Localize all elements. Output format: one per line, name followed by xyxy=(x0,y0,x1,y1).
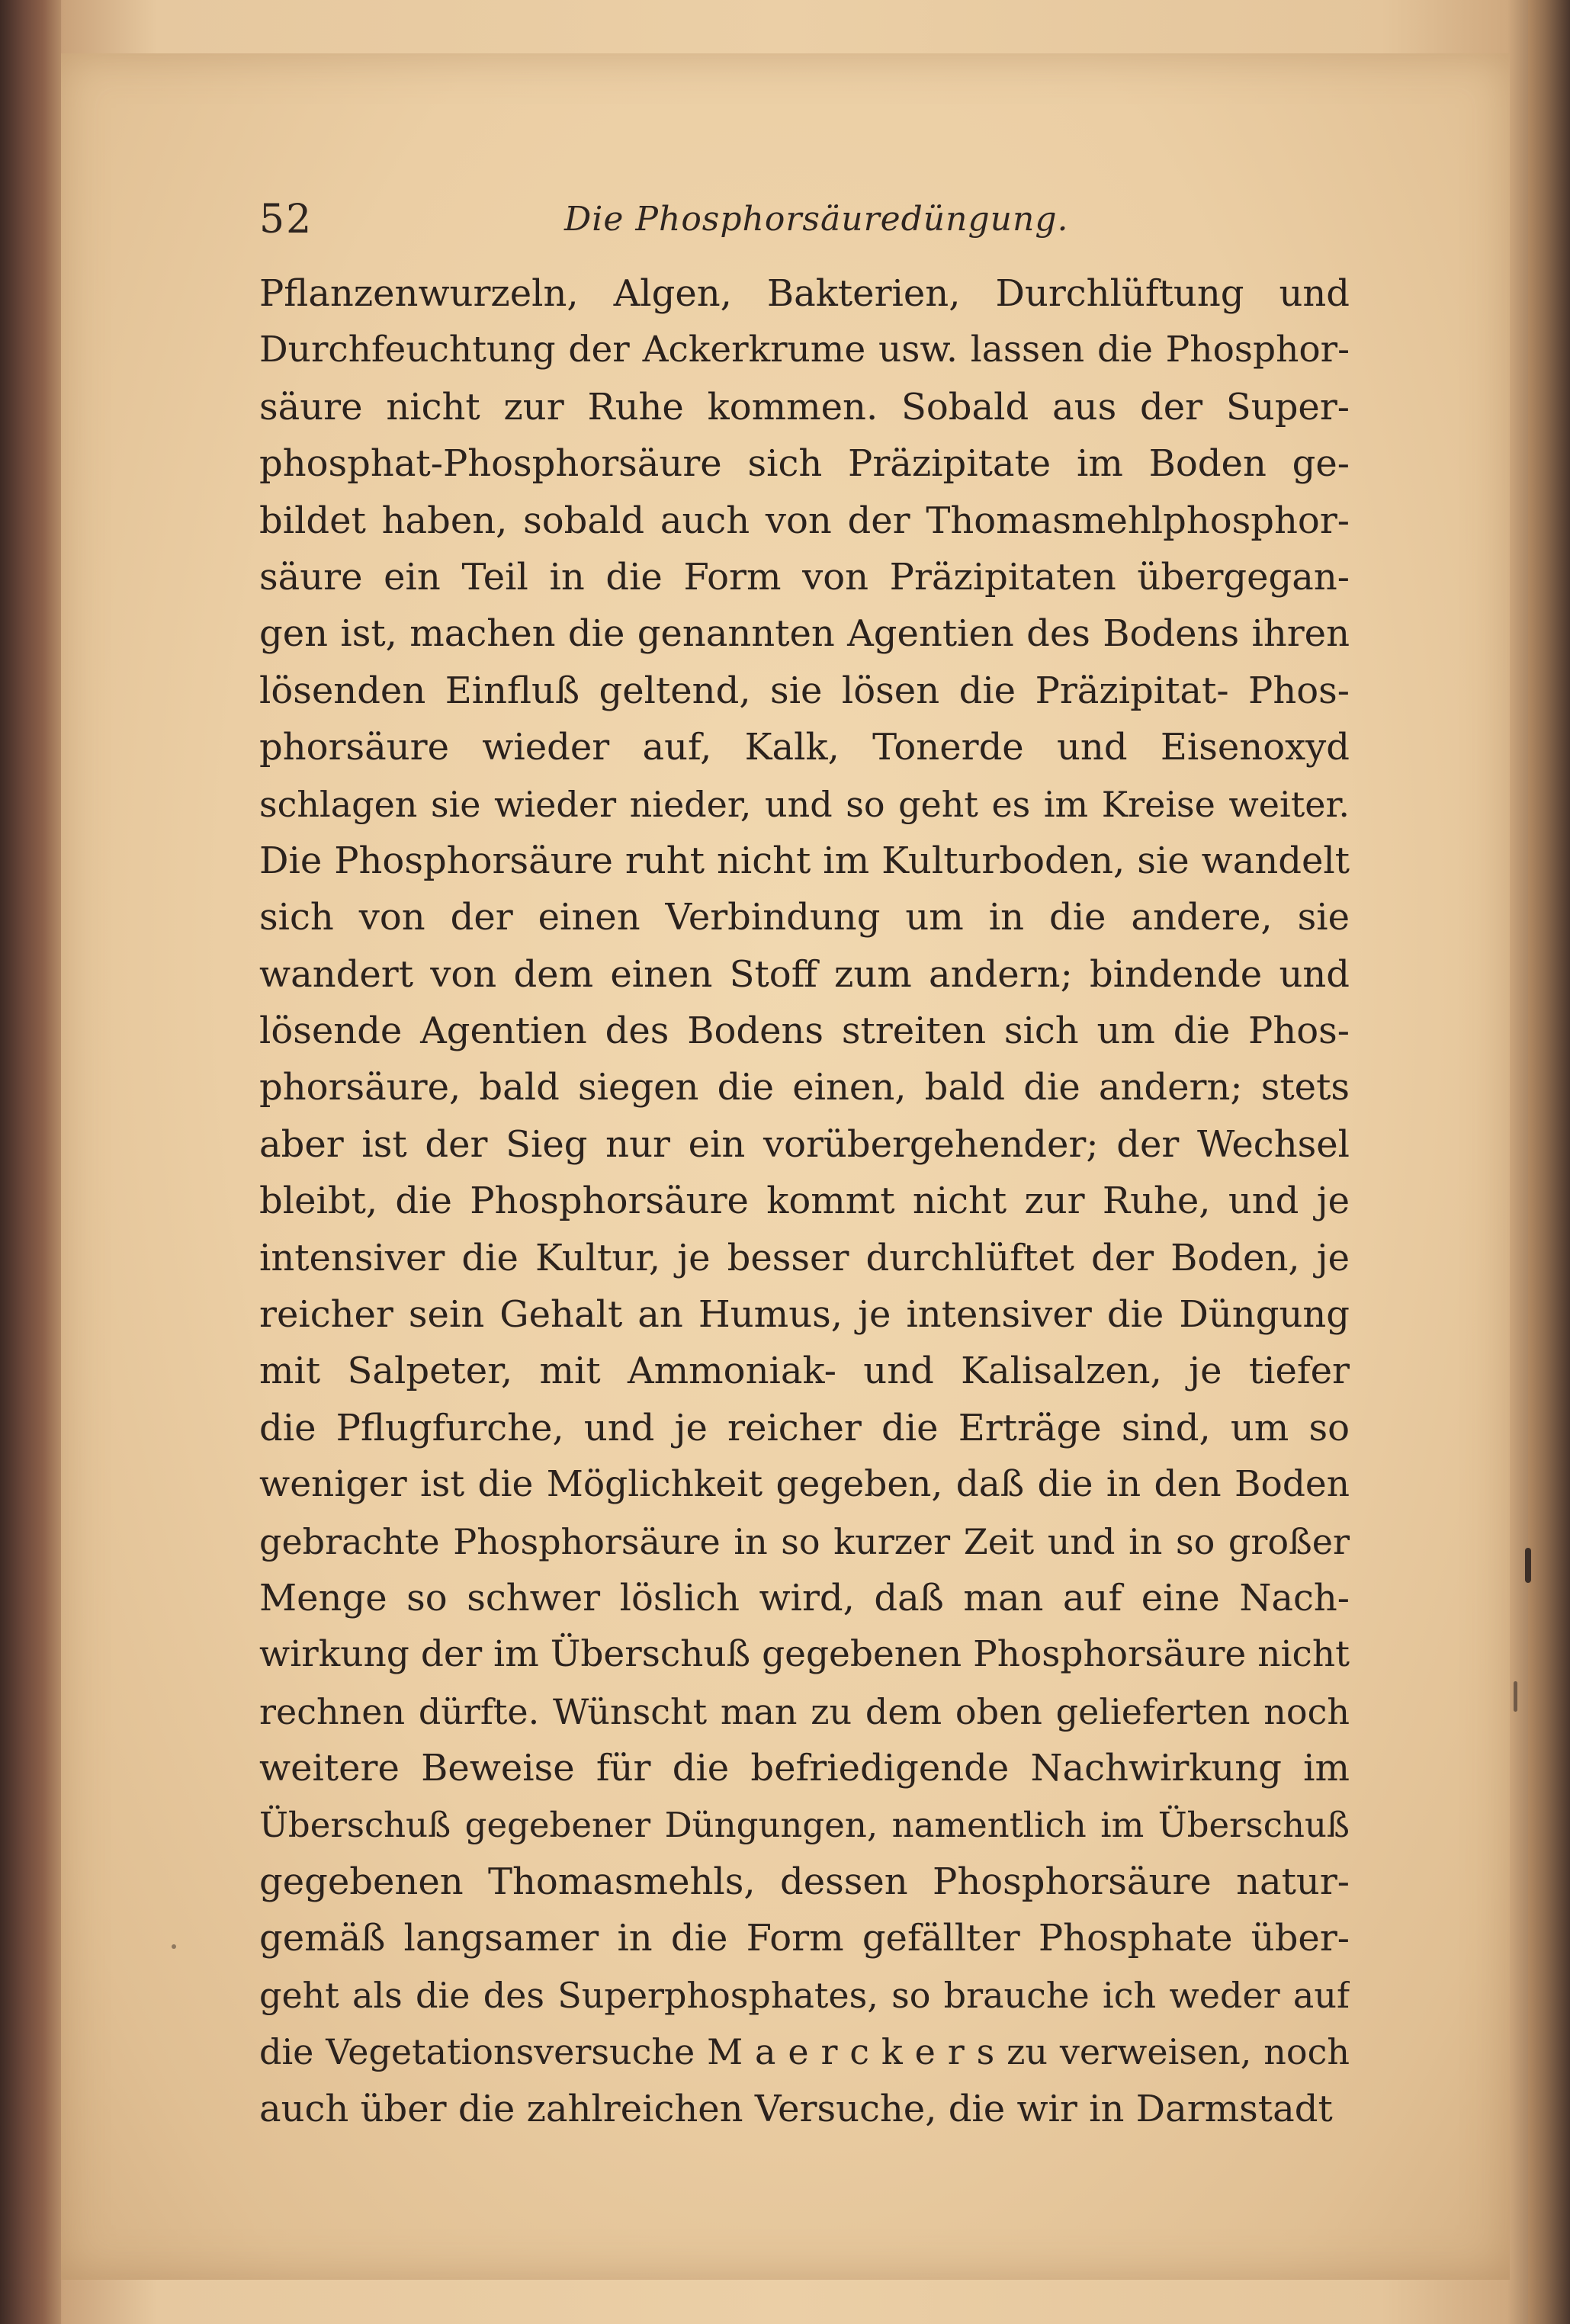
text-line: weniger ist die Möglichkeit gegeben, daß die in den Boden xyxy=(259,1463,1350,1506)
text-line: mit Salpeter, mit Ammoniak- und Kalisalzen, je tiefer xyxy=(259,1350,1350,1393)
text-line: phosphat-Phosphorsäure sich Präzipitate im Boden ge- xyxy=(259,442,1350,486)
book-spine xyxy=(0,0,61,2324)
text-line: gegebenen Thomasmehls, dessen Phosphorsäure natur- xyxy=(259,1860,1350,1903)
text-line: intensiver die Kultur, je besser durchlüftet der Boden, je xyxy=(259,1236,1350,1279)
text-line: wirkung der im Überschuß gegebenen Phosphorsäure nicht xyxy=(259,1633,1350,1676)
text-line: Durchfeuchtung der Ackerkrume usw. lassen die Phosphor- xyxy=(259,329,1350,371)
text-line: gebrachte Phosphorsäure in so kurzer Zeit und in so großer xyxy=(259,1520,1350,1562)
text-line: gen ist, machen die genannten Agentien des Bodens ihren xyxy=(259,612,1350,656)
text-line: die Pflugfurche, und je reicher die Erträge sind, um so xyxy=(259,1406,1350,1449)
page-edge xyxy=(1528,0,1570,2324)
running-title: Die Phosphorsäuredüngung. xyxy=(564,200,1069,239)
paper-speck xyxy=(172,1944,176,1949)
text-line: weitere Beweise für die befriedigende Nachwirkung im xyxy=(259,1747,1350,1790)
text-line: reicher sein Gehalt an Humus, je intensiver die Düngung xyxy=(259,1293,1350,1337)
text-line: Überschuß gegebener Düngungen, namentlich im Überschuß xyxy=(259,1804,1350,1845)
text-line: phorsäure wieder auf, Kalk, Tonerde und Eisenoxyd xyxy=(259,726,1350,769)
paper-speck xyxy=(1525,1548,1531,1583)
text-line: schlagen sie wieder nieder, und so geht es im Kreise weiter. xyxy=(259,783,1350,825)
text-line: säure nicht zur Ruhe kommen. Sobald aus der Super- xyxy=(259,385,1350,429)
text-line: Menge so schwer löslich wird, daß man auf eine Nach- xyxy=(259,1576,1350,1619)
text-line: auch über die zahlreichen Versuche, die wir in Darmstadt xyxy=(259,2087,1333,2130)
text-line: säure ein Teil in die Form von Präzipitaten übergegan- xyxy=(259,555,1350,599)
text-line: aber ist der Sieg nur ein vorübergehender; der Wechsel xyxy=(259,1122,1350,1166)
text-line: wandert von dem einen Stoff zum andern; bindende und xyxy=(259,952,1350,996)
body-text xyxy=(259,265,1350,2137)
page-header xyxy=(259,197,1449,258)
text-line: gemäß langsamer in die Form gefällter Phosphate über- xyxy=(259,1917,1350,1960)
page-number: 52 xyxy=(259,197,313,242)
text-line: Pflanzenwurzeln, Algen, Bakterien, Durchlüftung und xyxy=(259,272,1350,315)
text-line: Die Phosphorsäure ruht nicht im Kulturboden, sie wandelt xyxy=(259,839,1350,882)
text-line: sich von der einen Verbindung um in die andere, sie xyxy=(259,896,1350,939)
text-line: geht als die des Superphosphates, so brauche ich weder auf xyxy=(259,1974,1350,2016)
text-line: lösende Agentien des Bodens streiten sich um die Phos- xyxy=(259,1010,1350,1053)
text-line: phorsäure, bald siegen die einen, bald die andern; stets xyxy=(259,1066,1350,1109)
text-line: bildet haben, sobald auch von der Thomasmehlphosphor- xyxy=(259,499,1350,542)
paper-speck xyxy=(1514,1681,1517,1712)
text-line: die Vegetationsversuche M a e r c k e r s zu verweisen, noch xyxy=(259,2031,1350,2073)
text-line: lösenden Einfluß geltend, sie lösen die Präzipitat- Phos- xyxy=(259,669,1350,712)
text-line: rechnen dürfte. Wünscht man zu dem oben gelieferten noch xyxy=(259,1690,1350,1732)
text-line: bleibt, die Phosphorsäure kommt nicht zur Ruhe, und je xyxy=(259,1180,1350,1223)
